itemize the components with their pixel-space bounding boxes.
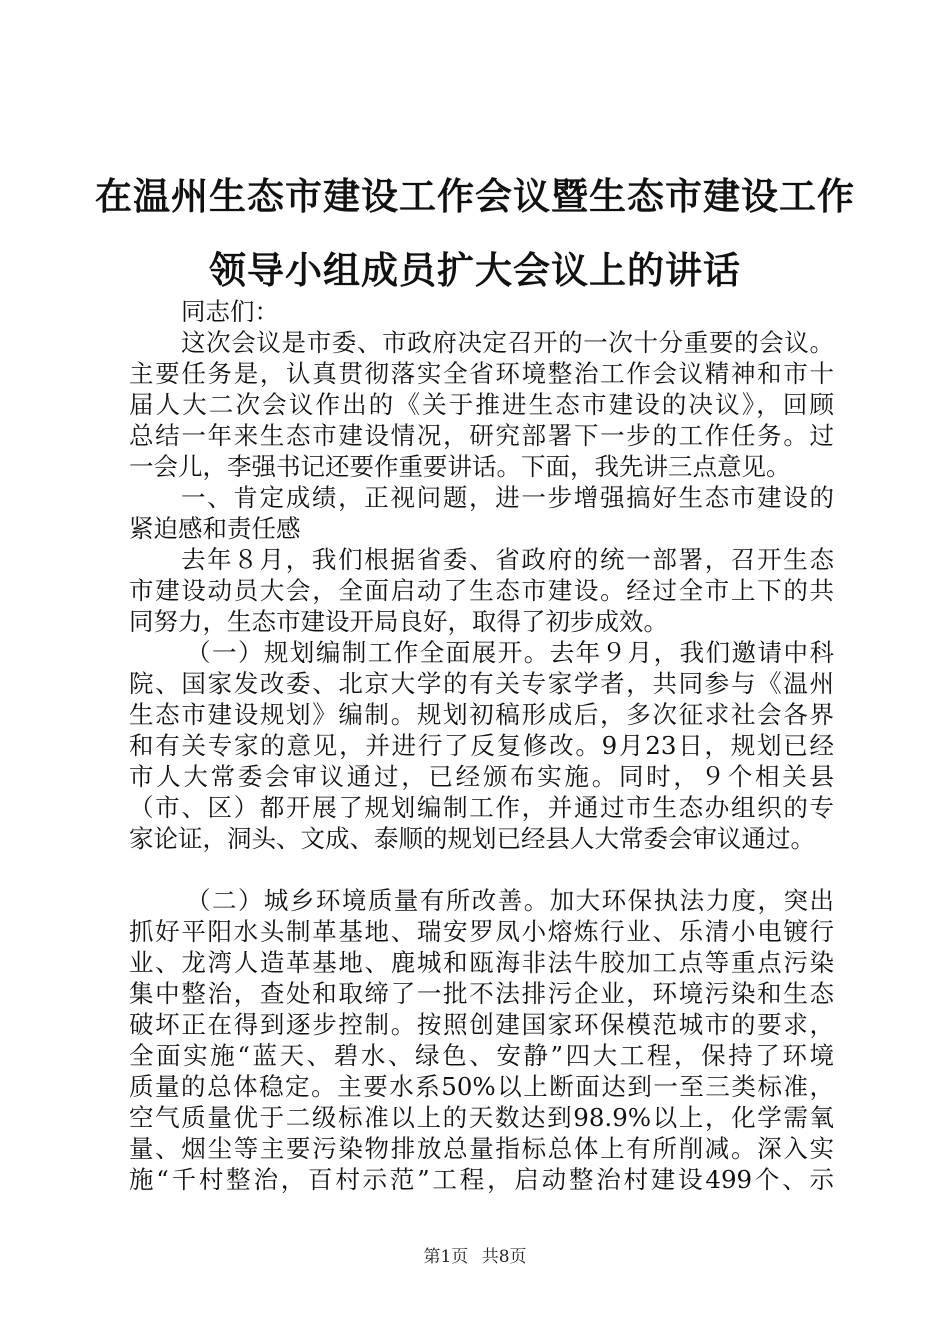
salutation: 同志们： (181, 297, 279, 326)
title-line-2: 领导小组成员扩大会议上的讲话 (209, 249, 741, 292)
text-line: 总结一年来生态市建设情况，研究部署下一步的工作任务。过 (129, 421, 834, 450)
text-line: 主要任务是，认真贯彻落实全省环境整治工作会议精神和市十 (129, 359, 834, 388)
paragraph-environment (129, 885, 834, 1195)
document-body (129, 296, 834, 1195)
paragraph-gap (129, 854, 834, 885)
paragraph-planning (129, 637, 834, 854)
text-line: 集中整治，查处和取缔了一批不法排污企业，环境污染和生态 (129, 979, 834, 1008)
text-line: 这次会议是市委、市政府决定召开的一次十分重要的会议。 (181, 328, 834, 357)
text-line: 抓好平阳水头制革基地、瑞安罗凤小熔炼行业、乐清小电镀行 (129, 917, 834, 946)
page-footer (0, 1242, 950, 1267)
text-line: （市、区）都开展了规划编制工作，并通过市生态办组织的专 (129, 793, 834, 822)
text-line: 破坏正在得到逐步控制。按照创建国家环保模范城市的要求， (129, 1010, 834, 1039)
text-line: （一）规划编制工作全面展开。去年９月，我们邀请中科 (186, 638, 834, 667)
text-line: 院、国家发改委、北京大学的有关专家学者，共同参与《温州 (129, 669, 834, 698)
text-line: （二）城乡环境质量有所改善。加大环保执法力度，突出 (186, 886, 834, 915)
text-line: 同努力，生态市建设开局良好，取得了初步成效。 (129, 607, 668, 636)
text-line: 施“千村整治，百村示范”工程，启动整治村建设499个、示 (129, 1165, 834, 1194)
text-line: 去年８月，我们根据省委、省政府的统一部署，召开生态 (181, 545, 834, 574)
text-line: 届人大二次会议作出的《关于推进生态市建设的决议》，回顾 (129, 390, 834, 419)
document-title (0, 175, 950, 292)
heading-line: 紧迫感和责任感 (129, 514, 301, 543)
text-line: 市人大常委会审议通过，已经颁布实施。同时，９个相关县 (129, 762, 834, 791)
text-line: 业、龙湾人造革基地、鹿城和瓯海非法牛胶加工点等重点污染 (129, 948, 834, 977)
page-number: 第1页 (423, 1247, 469, 1267)
section-heading-1 (129, 482, 834, 544)
text-line: 一会儿，李强书记还要作重要讲话。下面，我先讲三点意见。 (129, 452, 791, 481)
text-line: 量、烟尘等主要污染物排放总量指标总体上有所削减。深入实 (129, 1134, 834, 1163)
title-line-1: 在温州生态市建设工作会议暨生态市建设工作 (95, 175, 855, 218)
heading-line: 一、肯定成绩，正视问题，进一步增强搞好生态市建设的 (181, 483, 834, 512)
page-total: 共8页 (481, 1247, 527, 1267)
text-line: 质量的总体稳定。主要水系50%以上断面达到一至三类标准， (129, 1072, 834, 1101)
text-line: 生态市建设规划》编制。规划初稿形成后，多次征求社会各界 (129, 700, 834, 729)
text-line: 全面实施“蓝天、碧水、绿色、安静”四大工程，保持了环境 (129, 1041, 834, 1070)
text-line: 市建设动员大会，全面启动了生态市建设。经过全市上下的共 (129, 576, 834, 605)
text-line: 和有关专家的意见，并进行了反复修改。9月23日，规划已经 (129, 731, 834, 760)
paragraph-intro (129, 327, 834, 482)
paragraph-achievements (129, 544, 834, 637)
text-line: 家论证，洞头、文成、泰顺的规划已经县人大常委会审议通过。 (129, 824, 815, 853)
text-line: 空气质量优于二级标准以上的天数达到98.9%以上，化学需氧 (129, 1103, 834, 1132)
